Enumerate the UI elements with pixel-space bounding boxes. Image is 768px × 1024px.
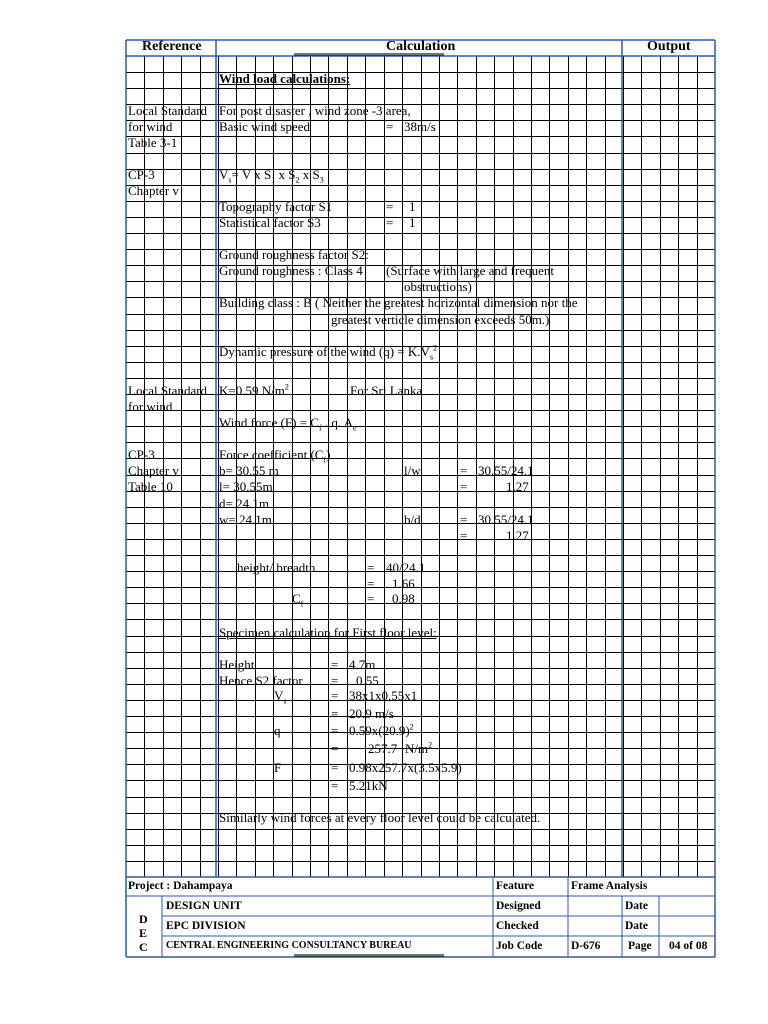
calc-text: $C_f$	[292, 591, 304, 609]
calc-text: =	[460, 463, 468, 478]
calc-text: =	[331, 778, 339, 793]
project-name: Project : Dahampaya	[128, 880, 233, 892]
calc-text: =	[331, 723, 339, 738]
formula-force-coefficient: Force coefficient $(C_f)$	[219, 447, 331, 465]
calc-text: =	[331, 706, 339, 721]
calc-text: Ground roughness : Class 4	[219, 263, 363, 278]
formula-k: K=0.59 $N/m^2$	[219, 382, 289, 398]
calc-text: =	[386, 119, 394, 134]
calc-value: $0.59x(20.9)^2$	[349, 722, 414, 738]
calc-text: q	[274, 723, 281, 738]
calc-text: Statistical factor S3	[219, 215, 321, 230]
date-label: Date	[625, 900, 648, 912]
reference-text: Table 10	[128, 479, 173, 494]
page-number: 04 of 08	[669, 940, 708, 952]
section-title: Wind load calculations:	[219, 71, 351, 86]
dec-letter: E	[139, 926, 148, 940]
header-output: Output	[647, 39, 691, 54]
dec-letter: D	[139, 912, 148, 926]
calc-text: For post disaster , wind zone -3 area,	[219, 103, 411, 118]
reference-text: CP-3	[128, 167, 155, 182]
calc-text: =	[460, 528, 468, 543]
job-code-label: Job Code	[496, 940, 543, 952]
registration-strip	[294, 954, 444, 957]
calc-text: greatest verticle dimension exceeds 50m.)	[331, 312, 550, 327]
calc-value: 0.55	[356, 673, 379, 688]
calc-text: $V_s$	[274, 688, 287, 706]
calc-text: l= 30.55m	[219, 479, 273, 494]
calc-text: =	[367, 560, 375, 575]
calc-value: 1.27	[506, 479, 529, 494]
date-label: Date	[625, 920, 648, 932]
calc-value: 30.55/24.1	[478, 463, 534, 478]
calc-text: Ground roughness factor S2:	[219, 247, 369, 262]
calc-value: 38x1x0.55x1	[349, 688, 418, 703]
calc-text: For Sri Lanka	[350, 383, 423, 398]
calc-value: 38m/s	[404, 119, 436, 134]
calc-text: Similarly wind forces at every floor level could be calculated.	[219, 810, 541, 825]
reference-text: CP-3	[128, 447, 155, 462]
calc-text: Topography factor S1	[219, 199, 333, 214]
checked-label: Checked	[496, 920, 539, 932]
header-reference: Reference	[142, 39, 202, 54]
calc-text: w= 24.1m	[219, 512, 272, 527]
calc-value: 0.98	[392, 591, 415, 606]
calc-text: obstructions)	[404, 279, 472, 294]
calc-text: =	[331, 673, 339, 688]
design-unit: DESIGN UNIT	[166, 900, 242, 912]
calc-text: b= 30.55 m	[219, 463, 279, 478]
calc-text: =	[367, 576, 375, 591]
calc-value: $N/m^2$	[405, 740, 433, 756]
reference-text: Local Standard	[128, 383, 208, 398]
calc-value: 0.98x257.7x(3.5x5.9)	[349, 760, 462, 775]
calc-text: =	[331, 741, 339, 756]
reference-text: Local Standard	[128, 103, 208, 118]
calc-value: 30.55/24.1	[478, 512, 534, 527]
calc-text: (Surface with large and frequent	[386, 263, 554, 278]
calc-text: =	[331, 657, 339, 672]
calc-text: F	[274, 760, 282, 775]
calc-text: Building class : B ( Neither the greatest horizontal dimension nor the	[219, 295, 578, 310]
dec-letter: C	[139, 940, 148, 954]
calc-text: =	[386, 199, 394, 214]
feature-label: Feature	[496, 880, 535, 892]
formula-dynamic-pressure: Dynamic pressure of the wind $(q) = K.V_s^2$	[219, 343, 438, 362]
calc-text: =	[367, 591, 375, 606]
calc-text: Height	[219, 657, 255, 672]
calc-text: =	[460, 479, 468, 494]
calc-value: 4.7m	[349, 657, 376, 672]
calc-value: 1	[409, 199, 416, 214]
reference-text: for wind	[128, 119, 173, 134]
calc-text: b/d	[404, 512, 421, 527]
calc-value: 5.21kN	[349, 778, 388, 793]
calc-value: 20.9 m/s	[349, 706, 394, 721]
reference-text: Chapter v	[128, 463, 179, 478]
calc-text: =	[386, 215, 394, 230]
section-subtitle: Specimen calculation for First floor level:	[219, 625, 437, 640]
calc-value: 1	[409, 215, 416, 230]
calc-value: 1.27	[506, 528, 529, 543]
calc-text: =	[460, 512, 468, 527]
reference-text: Table 3-1	[128, 135, 178, 150]
bureau-name: CENTRAL ENGINEERING CONSULTANCY BUREAU	[166, 940, 412, 951]
calc-text: d= 24.1m	[219, 496, 269, 511]
calc-text: height/ breadth	[237, 560, 316, 575]
page-label: Page	[628, 940, 652, 952]
calc-value: 257.7	[368, 741, 398, 756]
feature-value: Frame Analysis	[571, 880, 648, 892]
calc-text: =	[331, 688, 339, 703]
calc-value: 1.66	[392, 576, 415, 591]
calc-text: =	[331, 760, 339, 775]
reference-text: Chapter v	[128, 183, 179, 198]
header-calculation: Calculation	[386, 39, 456, 54]
job-code-value: D-676	[571, 940, 601, 952]
calc-value: 40/24.1	[386, 560, 426, 575]
designed-label: Designed	[496, 900, 541, 912]
calc-text: l/w	[404, 463, 421, 478]
formula-wind-force: Wind force $(F) = C_f$ . q. $A_e$	[219, 415, 357, 433]
epc-division: EPC DIVISION	[166, 920, 246, 932]
calc-text: Hence S2 factor	[219, 673, 303, 688]
reference-text: for wind	[128, 399, 173, 414]
formula-vs: $V_s= V$ x $S_1$ x $S_2$ x $S_3$	[219, 167, 324, 185]
calc-text: Basic wind speed	[219, 119, 310, 134]
